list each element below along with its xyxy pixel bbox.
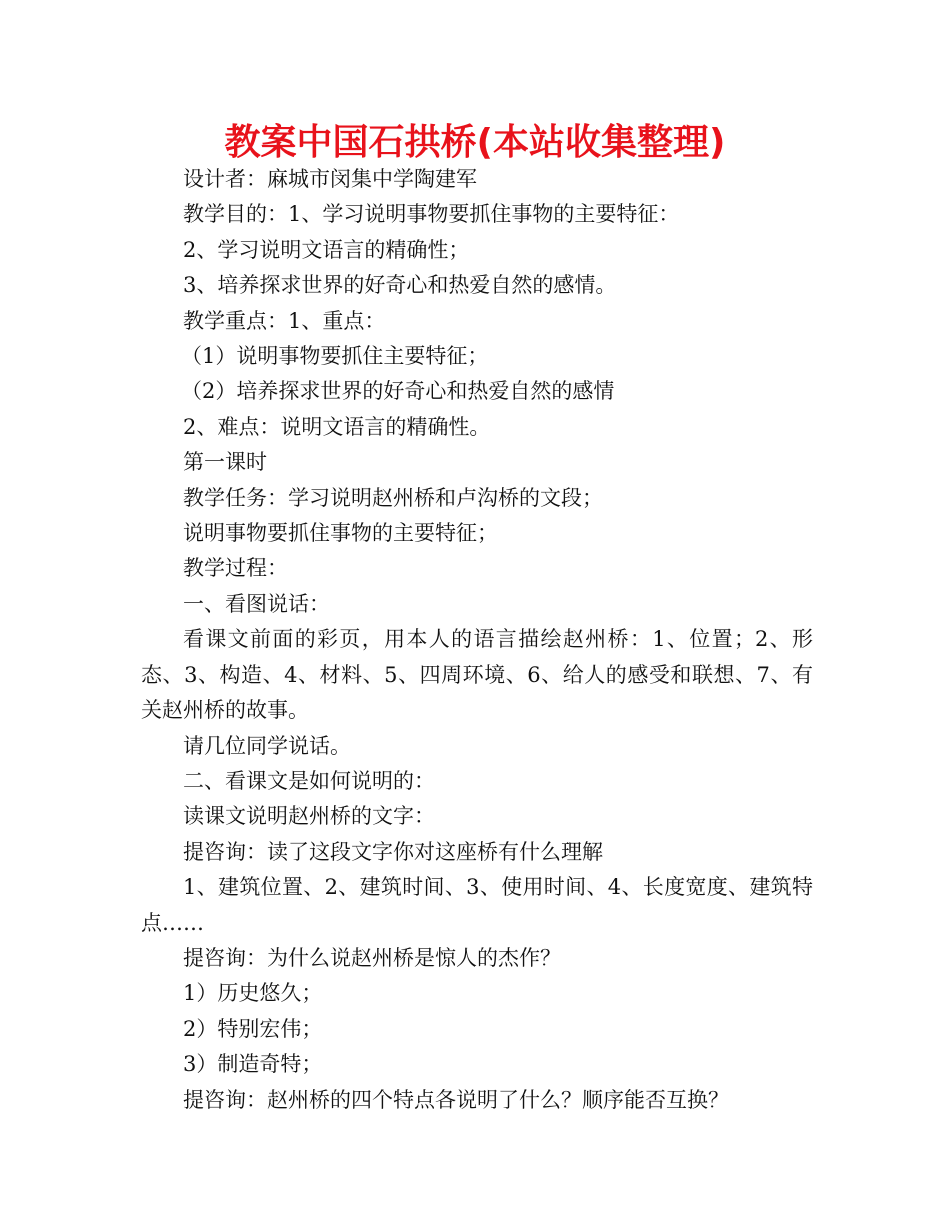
paragraph-teaching-process: 教学过程： bbox=[183, 556, 288, 581]
paragraph-section-1: 一、看图说话： bbox=[183, 591, 330, 616]
paragraph-students-speak: 请几位同学说话。 bbox=[183, 733, 351, 758]
paragraph-question-1: 提咨询：读了这段文字你对这座桥有什么理解 bbox=[183, 839, 603, 864]
paragraph-difficulty: 2、难点：说明文语言的精确性。 bbox=[183, 414, 491, 439]
paragraph-read-text: 读课文说明赵州桥的文字： bbox=[183, 804, 435, 829]
paragraph-teaching-goal: 教学目的：1、学习说明事物要抓住事物的主要特征： bbox=[183, 202, 680, 227]
paragraph-task-detail: 说明事物要抓住事物的主要特征； bbox=[183, 521, 498, 546]
paragraph-describe-bridge: 看课文前面的彩页，用本人的语言描绘赵州桥：1、位置；2、形态、3、构造、4、材料、5、四周环境、6、给人的感受和联想、7、有关赵州桥的故事。 bbox=[141, 627, 813, 723]
paragraph-section-2: 二、看课文是如何说明的： bbox=[183, 768, 435, 793]
paragraph-reason-1: 1）历史悠久； bbox=[183, 981, 323, 1006]
paragraph-goal-2: 2、学习说明文语言的精确性； bbox=[183, 237, 470, 262]
paragraph-key-point-2: （2）培养探求世界的好奇心和热爱自然的感情 bbox=[181, 379, 615, 404]
paragraph-teaching-task: 教学任务：学习说明赵州桥和卢沟桥的文段； bbox=[183, 485, 603, 510]
paragraph-question-2: 提咨询：为什么说赵州桥是惊人的杰作？ bbox=[183, 945, 561, 970]
paragraph-reason-3: 3）制造奇特； bbox=[183, 1052, 323, 1077]
paragraph-answer-list: 1、建筑位置、2、建筑时间、3、使用时间、4、长度宽度、建筑特点…… bbox=[141, 875, 813, 935]
document-body bbox=[141, 162, 813, 1118]
paragraph-reason-2: 2）特别宏伟； bbox=[183, 1016, 323, 1041]
paragraph-question-3: 提咨询：赵州桥的四个特点各说明了什么？顺序能否互换？ bbox=[183, 1087, 729, 1112]
paragraph-goal-3: 3、培养探求世界的好奇心和热爱自然的感情。 bbox=[183, 273, 617, 298]
paragraph-first-lesson: 第一课时 bbox=[183, 450, 267, 475]
document-title: 教案中国石拱桥(本站收集整理) bbox=[224, 122, 726, 163]
paragraph-key-point-1: （1）说明事物要抓住主要特征； bbox=[181, 344, 489, 369]
paragraph-key-points: 教学重点：1、重点： bbox=[183, 308, 386, 333]
paragraph-designer: 设计者：麻城市闵集中学陶建军 bbox=[183, 167, 477, 191]
